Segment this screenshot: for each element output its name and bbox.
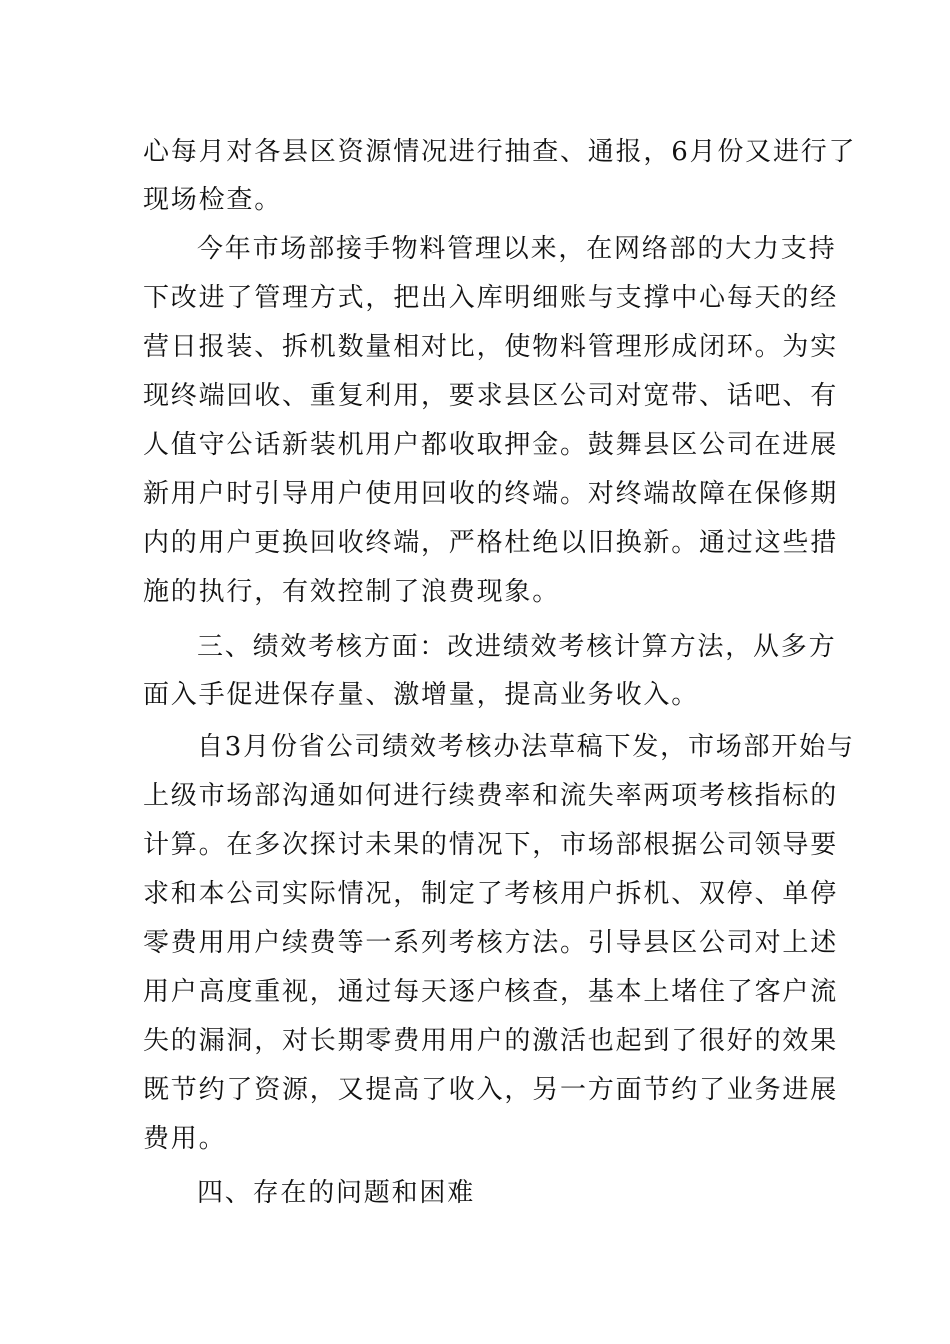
paragraph-line: 失的漏洞，对长期零费用用户的激活也起到了很好的效果 <box>143 1026 839 1056</box>
section-heading-line: 面入手促进保存量、激增量，提高业务收入。 <box>143 680 700 710</box>
paragraph-line: 心每月对各县区资源情况进行抽查、通报，6月份又进行了 <box>143 137 857 167</box>
paragraph-line: 下改进了管理方式，把出入库明细账与支撑中心每天的经 <box>143 283 839 313</box>
paragraph-line: 求和本公司实际情况，制定了考核用户拆机、双停、单停 <box>143 879 839 909</box>
paragraph-line: 内的用户更换回收终端，严格杜绝以旧换新。通过这些措 <box>143 528 839 558</box>
paragraph-line: 计算。在多次探讨未果的情况下，市场部根据公司领导要 <box>143 830 839 860</box>
section-heading-line: 三、绩效考核方面：改进绩效考核计算方法，从多方 <box>197 632 837 662</box>
paragraph-line: 施的执行，有效控制了浪费现象。 <box>143 577 561 607</box>
paragraph-line: 今年市场部接手物料管理以来，在网络部的大力支持 <box>197 234 837 264</box>
section-heading-line: 四、存在的问题和困难 <box>197 1178 476 1208</box>
paragraph-line: 自3月份省公司绩效考核办法草稿下发，市场部开始与 <box>197 732 855 762</box>
paragraph-line: 既节约了资源，又提高了收入，另一方面节约了业务进展 <box>143 1075 839 1105</box>
paragraph-line: 零费用用户续费等一系列考核方法。引导县区公司对上述 <box>143 928 839 958</box>
paragraph-line: 现场检查。 <box>143 185 283 215</box>
paragraph-line: 现终端回收、重复利用，要求县区公司对宽带、话吧、有 <box>143 381 839 411</box>
paragraph-line: 费用。 <box>143 1124 227 1154</box>
paragraph-line: 上级市场部沟通如何进行续费率和流失率两项考核指标的 <box>143 781 839 811</box>
paragraph-line: 营日报装、拆机数量相对比，使物料管理形成闭环。为实 <box>143 332 839 362</box>
paragraph-line: 新用户时引导用户使用回收的终端。对终端故障在保修期 <box>143 479 839 509</box>
paragraph-line: 用户高度重视，通过每天逐户核查，基本上堵住了客户流 <box>143 977 839 1007</box>
paragraph-line: 人值守公话新装机用户都收取押金。鼓舞县区公司在进展 <box>143 430 839 460</box>
